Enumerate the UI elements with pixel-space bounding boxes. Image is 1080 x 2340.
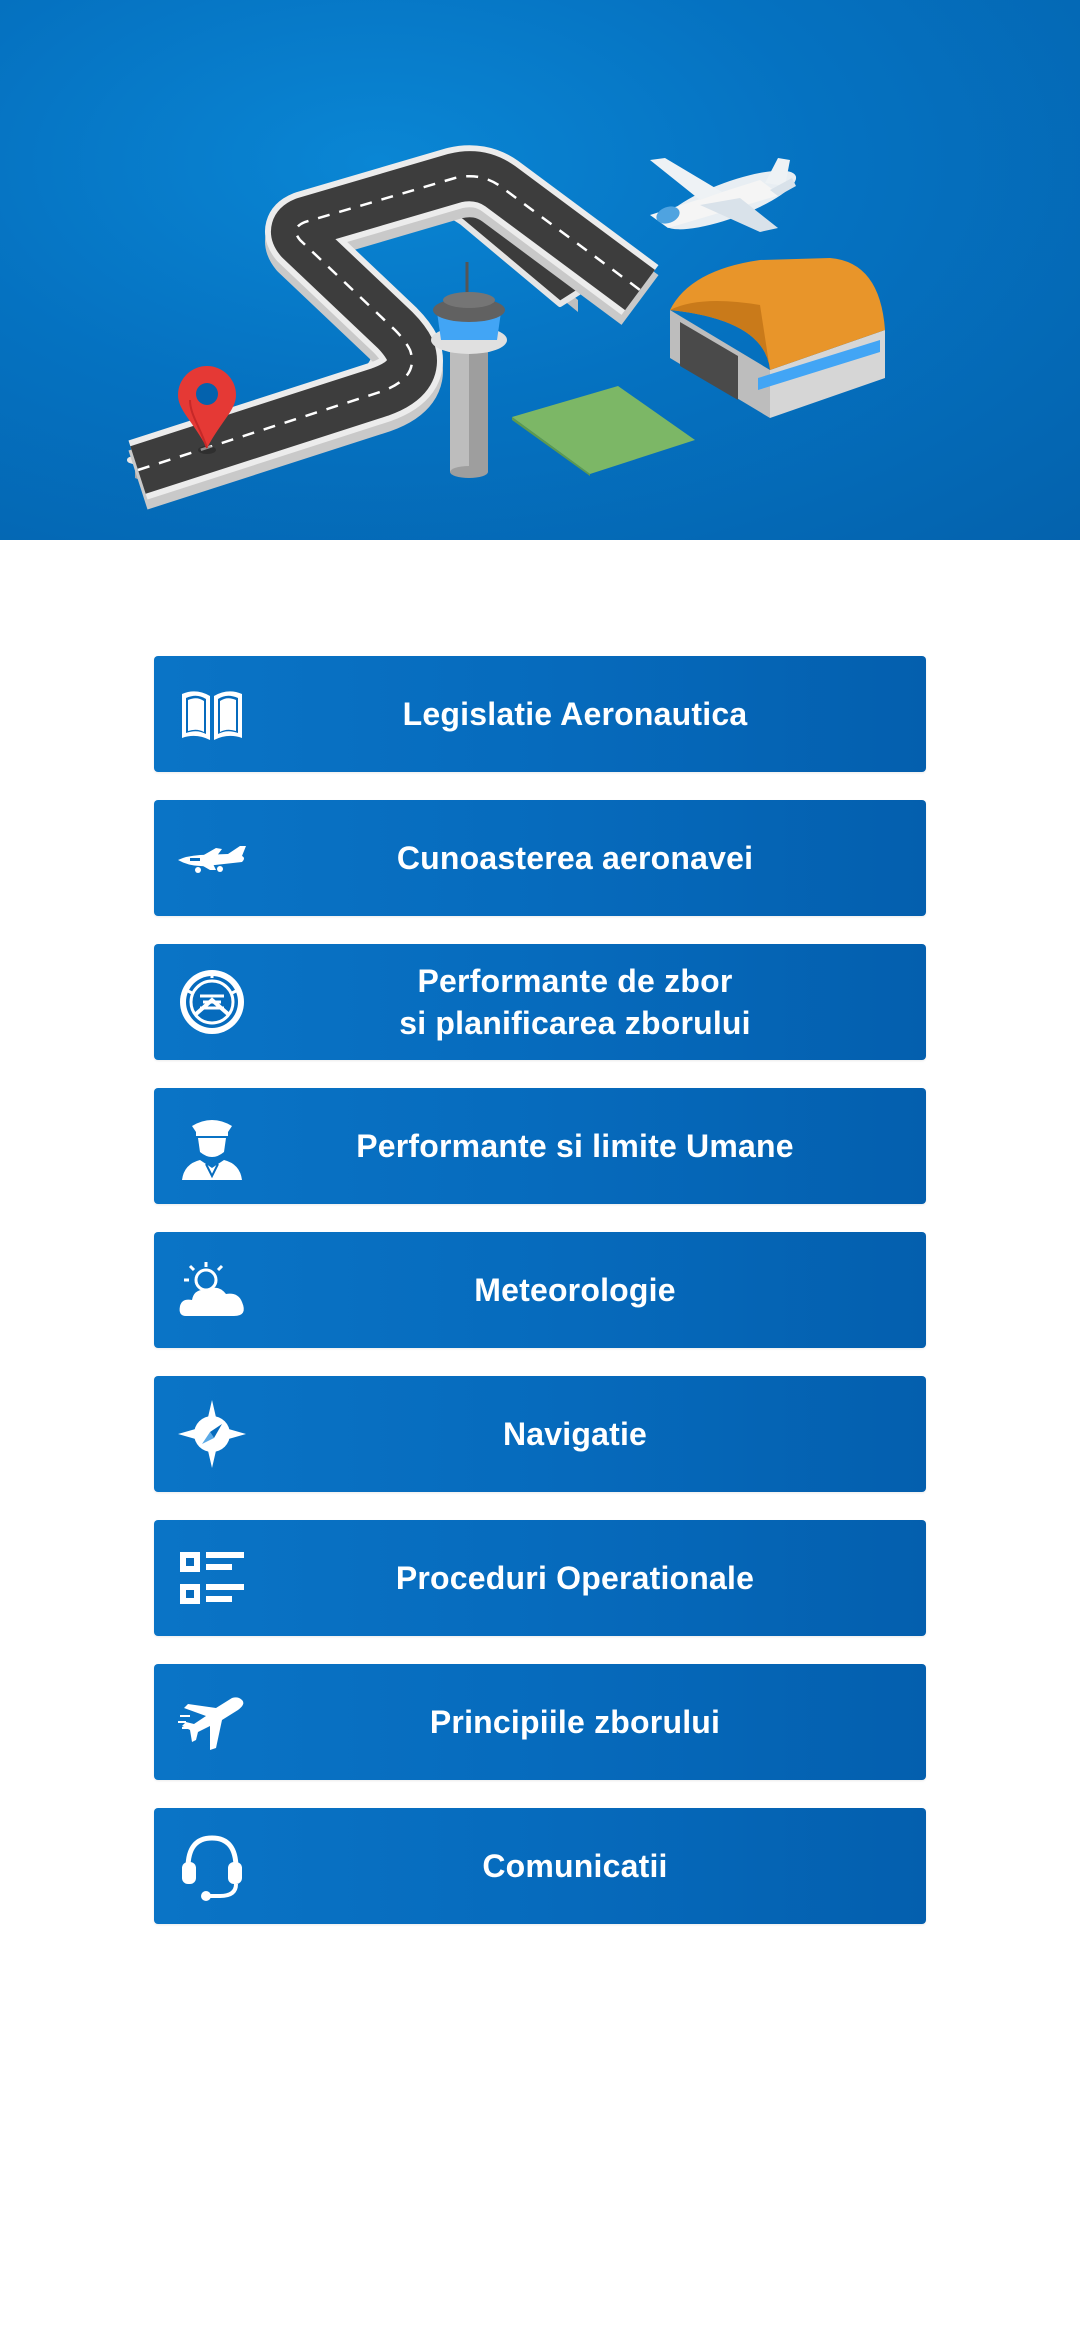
menu-item-comunicatii[interactable] [154,1808,926,1924]
airplane-icon [176,1686,248,1758]
menu-item-label: Comunicatii [482,1848,668,1884]
menu-item-label: Proceduri Operationale [395,1560,755,1596]
menu-item-cunoasterea-aeronavei[interactable] [154,800,926,916]
menu-item-limite-umane[interactable] [154,1088,926,1204]
menu-item-legislatie[interactable] [154,656,926,772]
menu-item-performante-zbor[interactable] [154,944,926,1060]
sun-cloud-icon [176,1254,248,1326]
grass-patch [512,386,695,476]
menu-item-label: Legislatie Aeronautica [402,696,748,732]
menu-item-label: Meteorologie [474,1272,676,1308]
menu-item-label: Cunoasterea aeronavei [396,840,754,876]
headset-icon [176,1830,248,1902]
menu-item-proceduri-operationale[interactable] [154,1520,926,1636]
menu-item-meteorologie[interactable] [154,1232,926,1348]
menu-item-principiile-zborului[interactable] [154,1664,926,1780]
pilot-icon [176,1110,248,1182]
compass-icon [176,1398,248,1470]
airplane-illustration [650,158,802,241]
book-icon [176,678,248,750]
menu-item-label: Performante de zbor si planificarea zborului [399,963,751,1041]
hangar [670,258,885,418]
flight-instrument-icon [176,966,248,1038]
menu-item-label: Performante si limite Umane [356,1128,794,1164]
category-menu [154,656,926,1952]
hero-banner [0,0,1080,540]
checklist-icon [176,1542,248,1614]
menu-item-label: Navigatie [502,1416,648,1452]
airport-runway-illustration [0,0,1080,540]
small-airplane-icon [176,822,248,894]
menu-item-label: Principiile zborului [429,1704,721,1740]
menu-item-navigatie[interactable] [154,1376,926,1492]
